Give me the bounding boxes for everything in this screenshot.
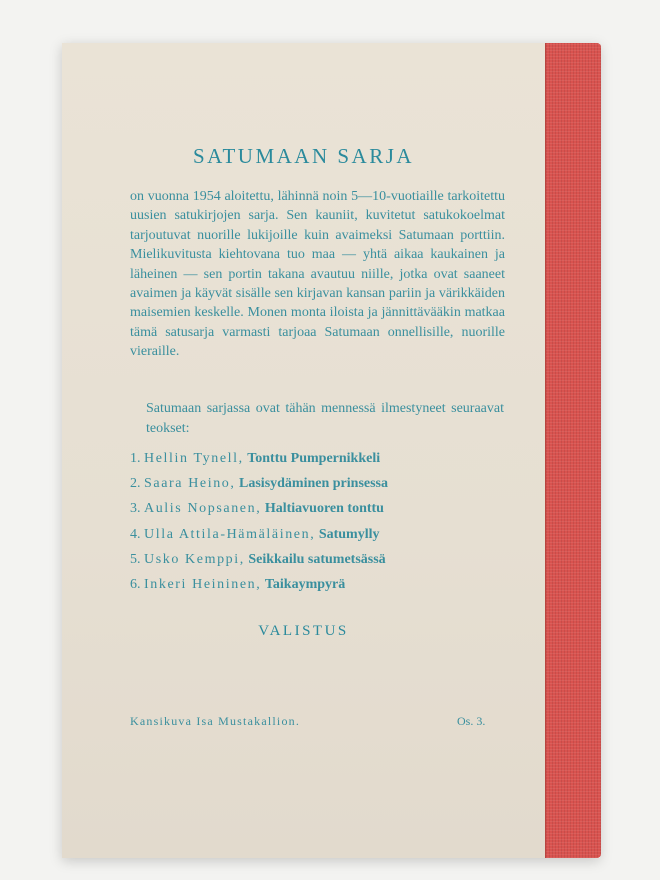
book-title: Taikaympyrä	[264, 576, 346, 592]
series-intro: Satumaan sarjassa ovat tähän mennessä ilmestyneet seuraavat teokset:	[146, 401, 504, 436]
book-title: Haltiavuoren tonttu	[264, 501, 384, 517]
book-author: Usko Kemppi,	[144, 551, 245, 567]
book-author: Aulis Nopsanen,	[144, 501, 262, 517]
book-title: Lasisydäminen prinsessa	[239, 476, 388, 492]
book-title: Satumylly	[318, 526, 380, 542]
book-author: Inkeri Heininen,	[144, 576, 262, 592]
book-number: 2.	[130, 476, 141, 492]
list-item	[130, 496, 510, 521]
book-list	[130, 446, 510, 597]
edition-number: Os. 3.	[457, 714, 486, 728]
list-item	[130, 471, 510, 496]
book-number: 4.	[130, 526, 141, 542]
series-description: on vuonna 1954 aloitettu, lähinnä noin 5—10-vuotiaille tarkoitettu uusien satukirjojen sarja. Sen kauniit, kuvitetut satukokoelmat tarjoutuvat nuorille lukijoille kuin avaimeksi Satumaan porttiin. Mielikuvitusta kiehtovana tuo maa — yhtä aikaa kaukainen ja läheinen — sen portin takana avautuu niille, jotka ovat saaneet avaimen ja käyvät sisälle sen kirjavan kansan pariin ja värikkäiden maisemien keskelle. Monen monta iloista ja jännittävääkin matkaa tämä satusarja varmasti tarjoaa Satumaan onnellisille, nuorille vieraille.	[130, 189, 505, 360]
cover-credit: Kansikuva Isa Mustakallion.	[130, 714, 301, 728]
book-number: 6.	[130, 576, 141, 592]
publisher-name: VALISTUS	[258, 623, 349, 639]
list-item	[130, 522, 510, 547]
list-item	[130, 547, 510, 572]
list-item	[130, 446, 510, 471]
book-number: 3.	[130, 501, 141, 517]
series-title: SATUMAAN SARJA	[192, 144, 415, 168]
book-author: Saara Heino,	[144, 476, 236, 492]
book	[62, 43, 600, 858]
book-author: Ulla Attila-Hämäläinen,	[144, 526, 316, 542]
book-number: 1.	[130, 451, 141, 466]
book-number: 5.	[130, 551, 141, 567]
book-title: Seikkailu satumetsässä	[248, 551, 386, 567]
list-item	[130, 572, 510, 597]
back-cover	[62, 43, 545, 858]
book-author: Hellin Tynell,	[144, 451, 244, 466]
book-spine	[545, 43, 601, 858]
book-title: Tonttu Pumpernikkeli	[247, 451, 381, 466]
